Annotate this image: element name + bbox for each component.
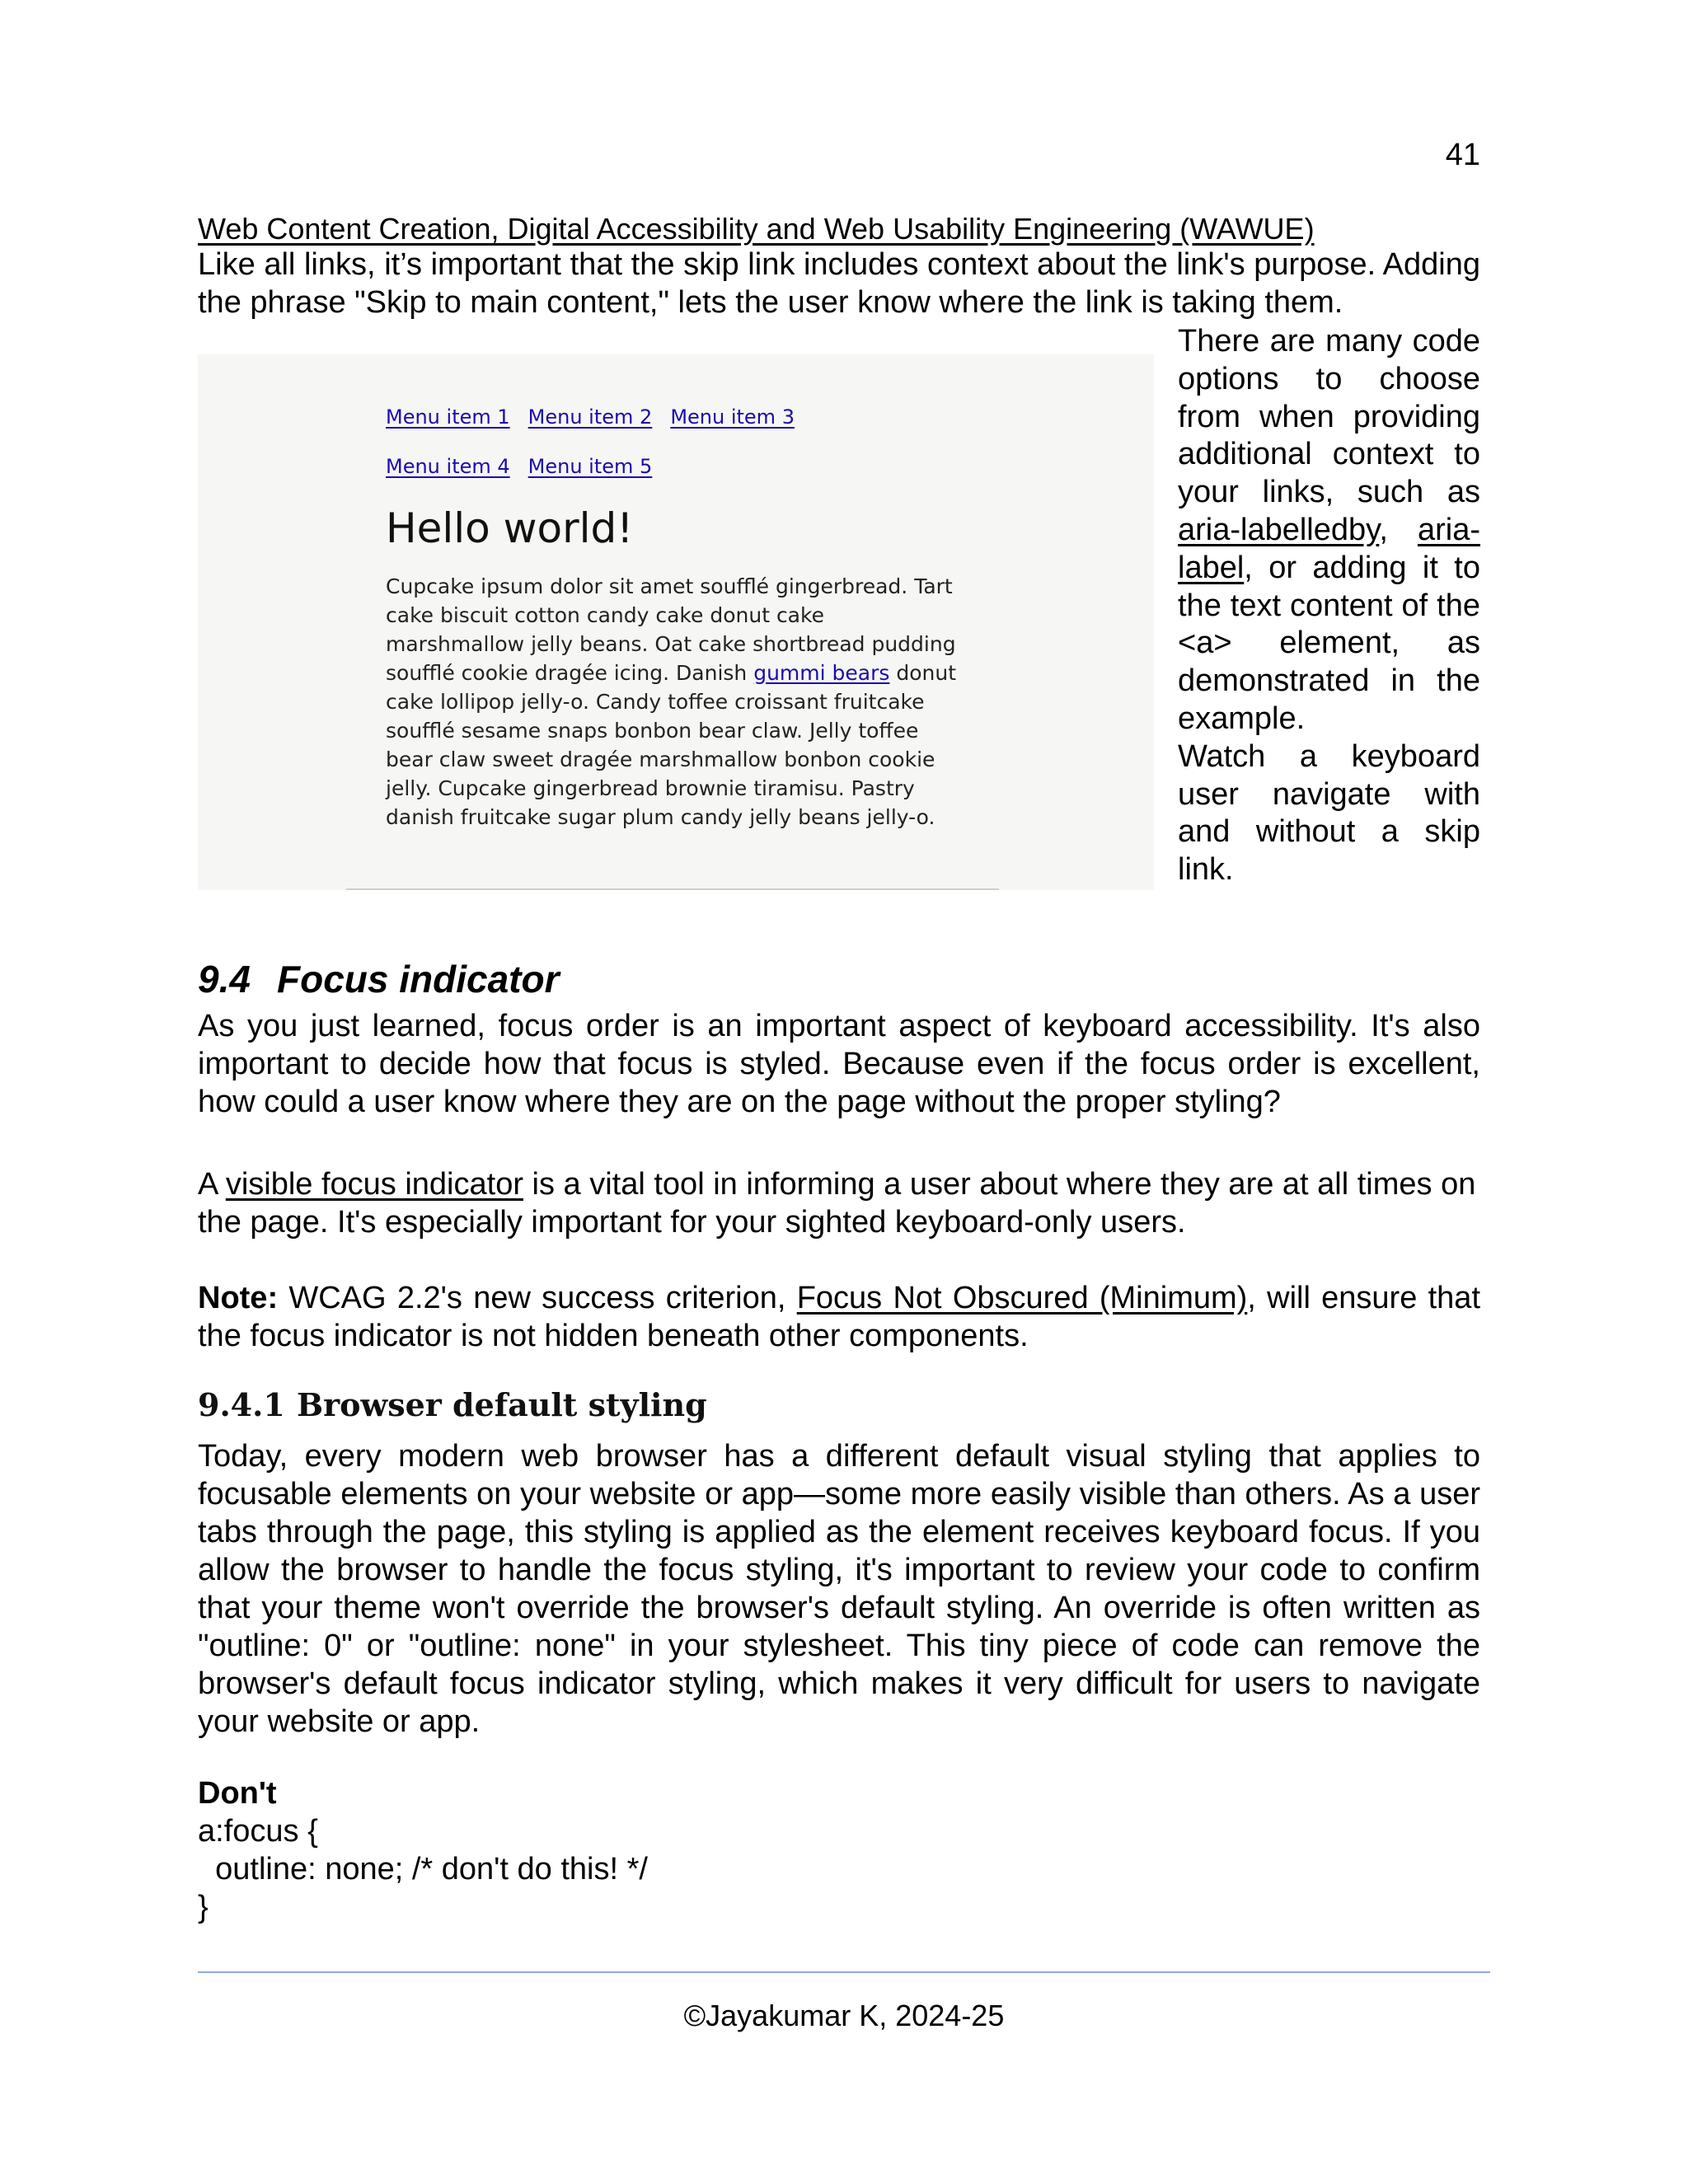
section-number: 9.4 (198, 958, 251, 1001)
figure-paragraph-start: Cupcake ipsum dolor sit amet soufflé gingerbread. Tart cake biscuit cotton candy cake donut cake marshmallow jelly beans. Oat cake shortbread pudding soufflé cookie dragée icing. Danish (386, 574, 956, 685)
figure-menu-item-1[interactable]: Menu item 1 (386, 405, 510, 429)
figure-menu-item-2[interactable]: Menu item 2 (528, 405, 653, 429)
section-paragraph-2-rest: is a vital tool in informing a user about where they are at all times on the page. It's especially important for your sighted keyboard-only users. (198, 1167, 1476, 1240)
sidebar-separator: , (1379, 512, 1418, 547)
subsection-heading (198, 1385, 707, 1426)
visible-focus-indicator-link[interactable]: visible focus indicator (225, 1167, 523, 1202)
figure-menu-item-5[interactable]: Menu item 5 (528, 455, 653, 478)
section-heading (198, 956, 559, 1002)
code-line-1: a:focus { (198, 1814, 318, 1849)
sidebar-text-2: , or adding it to the text content of the <a> element, as demonstrated in the example. (1178, 550, 1480, 736)
note-paragraph (198, 1279, 1480, 1355)
sidebar-text-1: There are many code options to choose from when providing additional context to your links, such as (1178, 324, 1480, 510)
sidebar-paragraph-2: Watch a keyboard user navigate with and without a skip link. (1178, 738, 1480, 888)
section-title: Focus indicator (277, 958, 560, 1001)
subsection-paragraph: Today, every modern web browser has a different default visual styling that applies to focusable elements on your website or app—some more easily visible than others. As a user tabs through the page, this styling is applied as the element receives keyboard focus. If you allow the browser to handle the focus styling, it's important to review your code to confirm that your theme won't override the browser's default styling. An override is often written as "outline: 0" or "outline: none" in your stylesheet. This tiny piece of code can remove the browser's default focus indicator styling, which makes it very difficult for users to navigate your website or app. (198, 1439, 1480, 1739)
footer-copyright: ©Jayakumar K, 2024-25 (683, 1999, 1005, 2032)
figure-gummi-bears-link[interactable]: gummi bears (753, 661, 890, 685)
aria-label-link[interactable]: aria-label (1178, 512, 1480, 585)
skip-link-example-figure (198, 354, 1154, 890)
section-paragraph-2 (198, 1165, 1480, 1241)
figure-paragraph (386, 572, 963, 832)
note-label: Note: (198, 1281, 279, 1315)
note-text: WCAG 2.2's new success criterion, (278, 1281, 797, 1315)
code-line-2: outline: none; /* don't do this! */ (198, 1852, 648, 1886)
figure-menu-item-3[interactable]: Menu item 3 (670, 405, 795, 429)
code-example (198, 1812, 648, 1926)
page-number: 41 (1445, 138, 1480, 172)
code-line-3: } (198, 1890, 209, 1924)
aria-labelledby-link[interactable]: aria-labelledby (1178, 512, 1380, 547)
figure-heading: Hello world! (386, 504, 634, 552)
dont-label: Don't (198, 1776, 277, 1811)
footer-divider (198, 1971, 1490, 1973)
section-paragraph-1: As you just learned, focus order is an important aspect of keyboard accessibility. It's also important to decide how that focus is styled. Because even if the focus order is excellent, how could a user know where they are on the page without the proper styling? (198, 1009, 1480, 1119)
subsection-number: 9.4.1 (198, 1386, 285, 1423)
sidebar-text (1178, 323, 1480, 889)
note-rest: , will ensure that the focus indicator is not hidden beneath other components. (198, 1281, 1480, 1353)
figure-paragraph-end: donut cake lollipop jelly-o. Candy toffee croissant fruitcake soufflé sesame snaps bonbon bear claw. Jelly toffee bear claw sweet dragée marshmallow bonbon cookie jelly. Cupcake gingerbread brownie tiramisu. Pastry danish fruitcake sugar plum candy jelly beans jelly-o. (386, 661, 957, 829)
figure-divider (346, 888, 999, 890)
figure-menu-item-4[interactable]: Menu item 4 (386, 455, 510, 478)
figure-menu-row-1 (386, 392, 963, 442)
running-head: Web Content Creation, Digital Accessibility and Web Usability Engineering (WAWUE) (198, 212, 1315, 246)
sidebar-paragraph-1 (1178, 323, 1480, 738)
section-paragraph-2-prefix: A (198, 1167, 226, 1202)
intro-paragraph: Like all links, it’s important that the skip link includes context about the link's purpose. Adding the phrase "Skip to main content," lets the user know where the link is taking them. (198, 247, 1480, 320)
focus-not-obscured-link[interactable]: Focus Not Obscured (Minimum) (796, 1281, 1248, 1315)
figure-menu-row-2 (386, 442, 963, 491)
subsection-title: Browser default styling (297, 1386, 707, 1423)
